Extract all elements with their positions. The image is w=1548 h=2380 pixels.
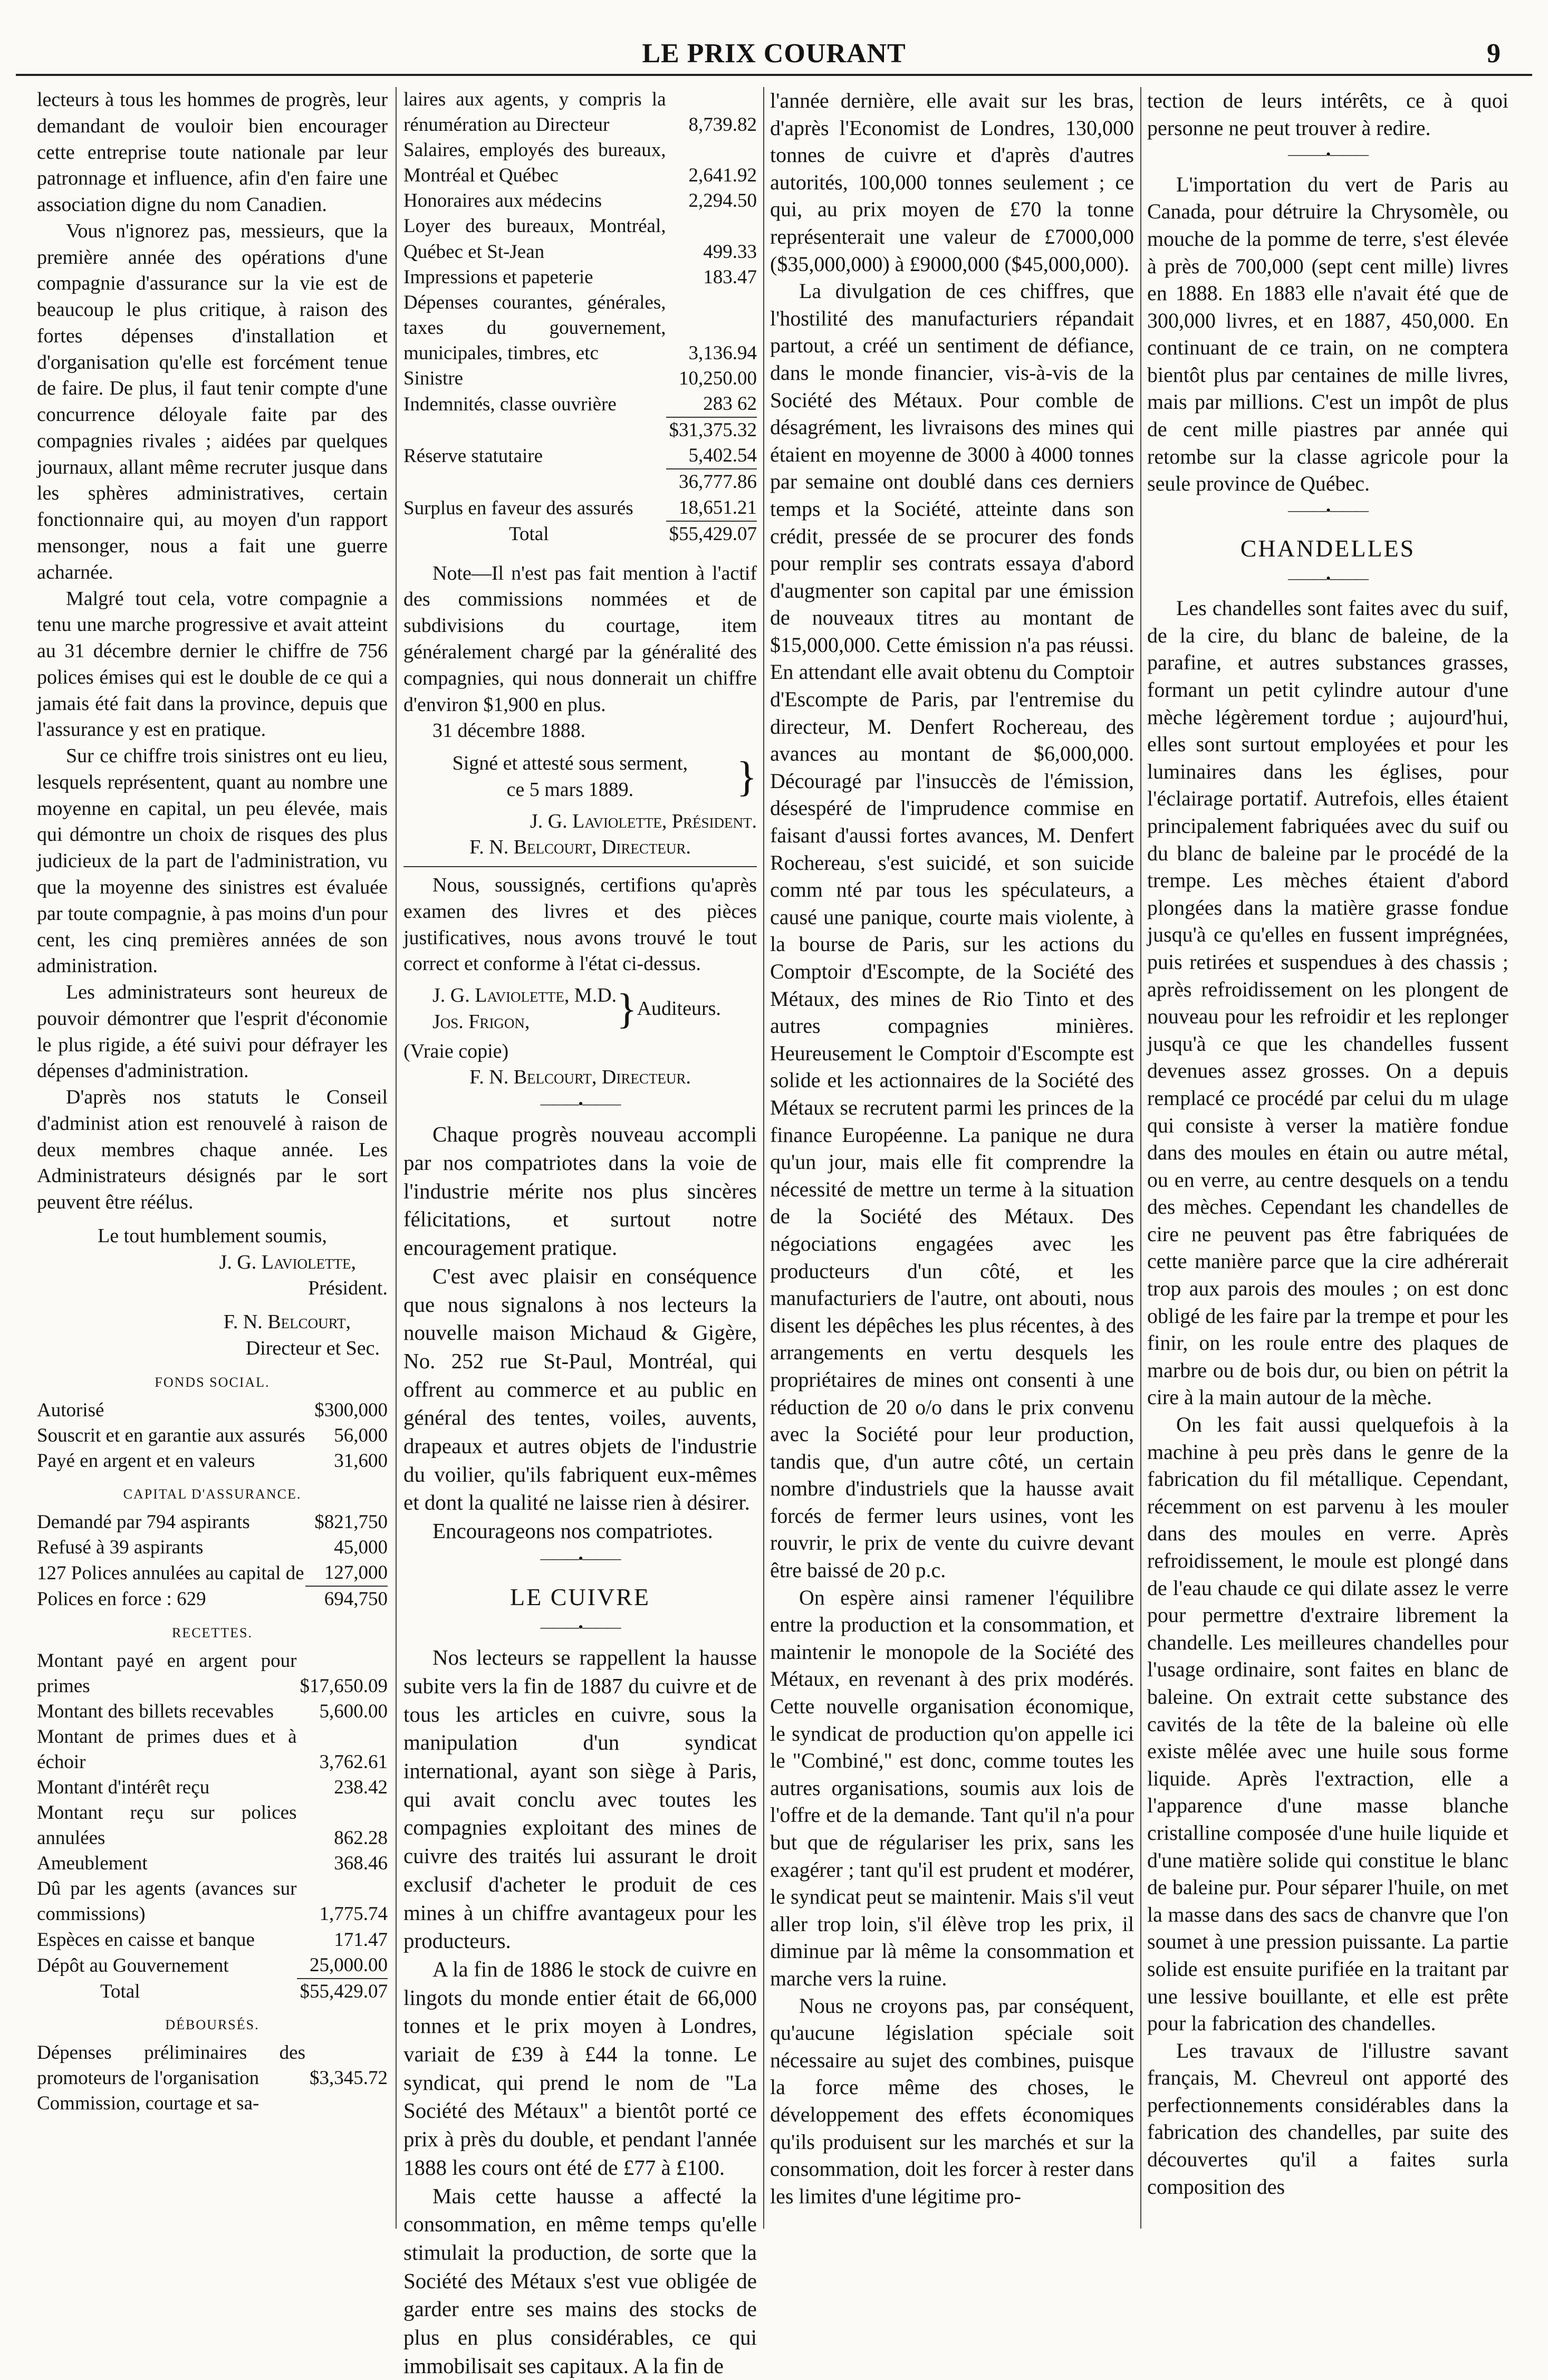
table-row: [37, 1876, 388, 1927]
paragraph: L'importation du vert de Paris au Canada, pour détruire la Chrysomèle, ou mouche de la pomme de terre, s'est élevée à près de 700,000 (sept cent mille) livres en 1888. En 1883 elle n'avait été que de 300,000 livres, et en 1887, 450,000. En continuant de ce train, on ne comptera bientôt plus par centaines de mille livres, mais par millions. C'est un impôt de plus de cent mille piastres par année qui retombe sur la classe agricole pour la seule province de Québec.: [1147, 172, 1508, 496]
row-amount: 5,402.54: [688, 445, 757, 467]
header-rule: [16, 74, 1532, 76]
row-amount: 45,000: [334, 1537, 388, 1559]
section-heading: FONDS SOCIAL.: [155, 1374, 270, 1390]
row-amount: 171.47: [334, 1928, 388, 1951]
table-row: [403, 391, 757, 417]
auditors-names: [403, 983, 617, 1035]
total-row: [37, 1979, 388, 2004]
row-label: laires aux agents, y compris la rénumération au Directeur: [403, 89, 666, 136]
row-label: Ameublement: [37, 1853, 148, 1875]
paragraph: tection de leurs intérêts, ce à quoi personne ne peut trouver à redire.: [1147, 89, 1508, 140]
row-amount: 499.33: [703, 241, 757, 263]
table-row: [37, 1423, 388, 1448]
row-amount: 1,775.74: [319, 1903, 388, 1925]
page-number: 9: [1487, 39, 1501, 69]
paragraph: C'est avec plaisir en conséquence que nous signalons à nos lecteurs la nouvelle maison Michaud & Gigère, No. 252 rue St-Paul, Montréal, qui offrent au commerce et au public en général des tentes, voiles, auvents, drapeaux et autres objets de l'industrie du voilier, qu'ils fabriquent eux-mêmes et dont la qualité ne laisse rien à désirer.: [403, 1263, 757, 1515]
row-amount: 25,000.00: [310, 1954, 388, 1976]
row-label: 127 Polices annulées au capital de: [37, 1562, 304, 1585]
row-label: Montant reçu sur polices annulées: [37, 1802, 297, 1849]
table-row: [403, 188, 757, 214]
sworn-block: [403, 751, 757, 803]
column-divider: [1140, 87, 1141, 2229]
paragraph: Malgré tout cela, votre compagnie a tenu une marche progressive et avait atteint au 31 décembre dernier le chiffre de 756 polices émises qui est le double de ce qui a jamais été fait dans la province, depuis que l'assurance y est en pratique.: [37, 587, 388, 741]
row-amount: $17,650.09: [300, 1675, 388, 1697]
table-row: [37, 1398, 388, 1423]
section-heading: LE CUIVRE: [510, 1583, 650, 1610]
row-amount: 3,762.61: [319, 1751, 388, 1773]
auditors-block: [403, 983, 757, 1035]
row-amount: 18,651.21: [679, 496, 757, 519]
paragraph: Vous n'ignorez pas, messieurs, que la première année des opérations d'une compagnie d'assurance sur la vie est de beaucoup le plus critique, à raison des fortes dépenses d'installation et d'organisation qu'elle est forcément tenue de faire. De plus, il faut tenir compte d'une concurrence déloyale faite par des compagnies rivales ; aidées par quelques journaux, allant même recruter jusque dans les sphères administratives, certain fonctionnaire qui, au moyen d'un rapport mensonger, nous a fait une guerre acharnée.: [37, 219, 388, 583]
signature-name: F. N. Belcourt,: [223, 1311, 351, 1333]
ornament-divider: [403, 1618, 757, 1636]
paragraph: Les administrateurs sont heureux de pouvoir démontrer que l'esprit d'économie le plus rigide, a été suivi pour défrayer les dépenses d'administration.: [37, 981, 388, 1082]
total-amount: $55,429.07: [297, 1979, 388, 2004]
row-amount: 5,600.00: [319, 1700, 388, 1722]
table-row: [37, 1560, 388, 1586]
row-label: Dépenses préliminaires des promoteurs de l'organisation: [37, 2041, 305, 2089]
column-1: [37, 87, 388, 2229]
ornament-divider: [1147, 502, 1508, 520]
sworn-line: Signé et attesté sous serment,: [452, 752, 688, 775]
brace-glyph: }: [617, 985, 637, 1032]
table-row: [37, 2040, 388, 2091]
row-amount: 283 62: [703, 393, 757, 415]
row-label: Montant payé en argent pour primes: [37, 1649, 297, 1697]
signature: F. N. Belcourt, Directeur.: [469, 1066, 691, 1089]
total-label: Total: [509, 523, 549, 545]
signature-title: Directeur et Sec.: [245, 1337, 380, 1359]
paragraph: Nous ne croyons pas, par conséquent, qu'aucune législation spéciale soit nécessaire au sujet des combines, puisque la force même des choses, le développement des effets économiques qu'ils produisent sur les marchés et sur la consommation, doit les forcer à rester dans les limites d'une légitime pro-: [770, 1993, 1134, 2208]
debourses-continued-table: [403, 87, 757, 547]
paragraph: D'après nos statuts le Conseil d'administ ation est renouvelé à raison de deux membres chaque année. Les Administrateurs désignés par le sort peuvent être réélus.: [37, 1086, 388, 1214]
table-row: [37, 1953, 388, 1979]
auditor-name: J. G. Laviolette, M.D.: [432, 984, 617, 1007]
row-amount: 56,000: [334, 1424, 388, 1446]
paragraph: l'année dernière, elle avait sur les bras, d'après l'Economist de Londres, 130,000 tonnes de cuivre et d'après d'autres autorités, 100,000 tonnes seulement ; ce qui, au prix moyen de £70 la tonne représenterait une valeur de £7000,000 ($35,000,000) à £9000,000 ($45,000,000).: [770, 89, 1134, 276]
column-3: [770, 87, 1134, 2229]
table-row: [37, 1927, 388, 1953]
row-amount: [305, 2091, 388, 2116]
section-heading: DÉBOURSÉS.: [165, 2017, 259, 2032]
total-amount: $55,429.07: [666, 521, 757, 547]
paragraph: On espère ainsi ramener l'équilibre entre la production et la consommation, et maintenir le monopole de la Société des Métaux, en revenant à des prix modérés. Cette nouvelle organisation économique, le syndicat de production qu'on appelle ici le "Combiné," est donc, comme toutes les autres organisations, soumis aux lois de l'offre et de la demande. Tant qu'il n'a pour but que de régulariser les prix, sans les exagérer ; tant qu'il est prudent et modérer, le syndicat peut se maintenir. Mais s'il veut aller trop loin, s'il élève trop les prix, il diminue par là même la consommation et marche vers la ruine.: [770, 1585, 1134, 1990]
row-label: Polices en force : 629: [37, 1588, 206, 1610]
row-label: Payé en argent et en valeurs: [37, 1450, 255, 1472]
subtotal-amount: $31,375.32: [666, 417, 757, 443]
spacer: [403, 417, 666, 443]
table-row: [37, 1800, 388, 1851]
table-row: [37, 2091, 388, 2116]
signature: F. N. Belcourt, Directeur.: [469, 836, 691, 859]
paragraph: Mais cette hausse a affecté la consommation, en même temps qu'elle stimulait la production, de sorte que la Société des Métaux s'est vue obligée de garder entre ses mains des stocks de plus en plus considérables, ce qui immobilisait ses capitaux. A la fin de: [403, 2183, 757, 2378]
table-row: [37, 1724, 388, 1775]
total-row: [403, 521, 757, 547]
note-paragraph: Note—Il n'est pas fait mention à l'actif des commissions nommées et de subdivisions du courtage, item généralement chargé par la généralité des compagnies, qui nous donnerait un chiffre d'environ $1,900 en plus.: [403, 562, 757, 716]
closing-line: Le tout humblement soumis,: [98, 1224, 327, 1247]
paragraph: lecteurs à tous les hommes de progrès, leur demandant de vouloir bien encourager cette entreprise toute nationale par leur patronnage et influence, afin d'en faire une association digne du nom Canadien.: [37, 89, 388, 216]
row-amount: 127,000: [324, 1562, 388, 1584]
recettes-table: [37, 1648, 388, 2004]
row-label: Loyer des bureaux, Montréal, Québec et St-Jean: [403, 215, 666, 263]
table-row: [403, 214, 757, 264]
auditor-name: Jos. Frigon,: [432, 1010, 530, 1033]
column-divider: [763, 87, 764, 2229]
table-row: [403, 138, 757, 188]
section-heading: RECETTES.: [171, 1625, 253, 1640]
row-amount: 31,600: [334, 1450, 388, 1472]
newspaper-title: LE PRIX COURANT: [642, 39, 906, 69]
ornament-divider: [403, 1550, 757, 1568]
row-amount: 238.42: [334, 1777, 388, 1799]
total-label: Total: [100, 1980, 140, 2002]
row-amount: $3,345.72: [310, 2067, 388, 2089]
row-label: Refusé à 39 aspirants: [37, 1537, 204, 1559]
table-row: [37, 1775, 388, 1800]
row-label: Sinistre: [403, 368, 464, 390]
signature: J. G. Laviolette, Président.: [530, 810, 757, 832]
auditors-label: Auditeurs.: [637, 997, 721, 1020]
sworn-line: ce 5 mars 1889.: [506, 778, 634, 801]
paragraph: Sur ce chiffre trois sinistres ont eu lieu, lesquels représentent, quant au nombre une moyenne en capital, un peu élevée, mais qui démontre un choix de risques des plus judicieux de la part de l'administration, vu que la moyenne des sinistres est évaluée par toute compagnie, à pas moins d'un pour cent, les cinq premières années de son administration.: [37, 745, 388, 977]
ornament-divider: [1147, 146, 1508, 164]
row-amount: 368.46: [334, 1853, 388, 1875]
paragraph: Nous, soussignés, certifions qu'après examen des livres et des pièces justificatives, nous avons trouvé le tout correct et conforme à l'état ci-dessus.: [403, 874, 757, 975]
subtotal-row: [403, 469, 757, 495]
row-label: Commission, courtage et sa-: [37, 2093, 259, 2115]
column-4: [1147, 87, 1508, 2229]
row-label: Indemnités, classe ouvrière: [403, 394, 617, 416]
row-label: Demandé par 794 aspirants: [37, 1511, 250, 1533]
page-header: [0, 0, 1548, 79]
paragraph: A la fin de 1886 le stock de cuivre en lingots du monde entier était de 66,000 tonnes et le prix moyen à Londres, variait de £39 à £44 la tonne. Le syndicat, qui prend le nom de "La Société des Métaux" a bientôt porté ce prix à près du double, et pendant l'année 1888 les cours ont été de £77 à £100.: [403, 1956, 757, 2180]
table-row: [37, 1851, 388, 1876]
row-amount: 3,136.94: [688, 342, 757, 364]
table-row: [403, 495, 757, 521]
row-label: Impressions et papeterie: [403, 266, 593, 288]
spacer: [403, 469, 666, 495]
table-row: [37, 1586, 388, 1612]
table-row: [37, 1510, 388, 1535]
row-label: Souscrit et en garantie aux assurés: [37, 1424, 305, 1446]
paragraph: Les chandelles sont faites avec du suif, de la cire, du blanc de baleine, de la parafine, et autres substances grasses, formant un petit cylindre autour d'une mèche légèrement tordue ; aujourd'hui, elles sont surtout employées et pour les luminaires dans les églises, pour l'éclairage portatif. Autrefois, elles étaient principalement fabriquées avec du suif ou du blanc de baleine par le procédé de la trempe. Les mèches étaient d'abord plongées dans la matière grasse fondue jusqu'à ce qu'elles en fussent imprégnées, puis retirées et suspendues à des chassis ; après refroidissement on les plongent de nouveau pour les refroidir et les replonger jusqu'à ce que les chandelles fussent devenues assez grosses. On a depuis remplacé ce procédé par celui du m ulage qui consiste à verser la matière fondue dans des moules en étain ou autre métal, ou en verre, au centre desquels on a tendu des mèches. Cependant les chandelles de cire ne peuvent pas être fabriquées de cette manière parce que la cire adhérerait trop aux parois des moules ; on est donc obligé de les faire par la trempe et pour les finir, on les roule entre des plaques de marbre ou de bois dur, ou bien on pétrit la cire à la main autour de la mèche.: [1147, 596, 1508, 1409]
row-label: Dépôt au Gouvernement: [37, 1954, 229, 1976]
capital-table: [37, 1510, 388, 1612]
row-label: Surplus en faveur des assurés: [403, 497, 633, 519]
copy-label: (Vraie copie): [403, 1040, 509, 1062]
column-2: [403, 87, 757, 2378]
row-label: Salaires, employés des bureaux, Montréal et Québec: [403, 139, 666, 187]
row-label: Réserve statutaire: [403, 445, 543, 467]
signature-title: Président.: [308, 1277, 388, 1300]
row-label: Montant des billets recevables: [37, 1700, 274, 1722]
table-row: [403, 366, 757, 391]
row-amount: $300,000: [314, 1399, 388, 1421]
paragraph: Encourageons nos compatriotes.: [432, 1519, 713, 1543]
row-amount: 183.47: [703, 266, 757, 288]
row-label: Dû par les agents (avances sur commissions): [37, 1878, 297, 1925]
row-label: Honoraires aux médecins: [403, 190, 602, 212]
column-divider: [396, 87, 397, 2229]
paragraph: Chaque progrès nouveau accompli par nos compatriotes dans la voie de l'industrie mérite nos plus sincères félicitations, et surtout notre encouragement pratique.: [403, 1122, 757, 1260]
table-row: [37, 1699, 388, 1724]
row-label: Montant d'intérêt reçu: [37, 1777, 210, 1799]
row-amount: 694,750: [305, 1586, 388, 1612]
ornament-divider: [403, 1095, 757, 1113]
section-heading: CAPITAL D'ASSURANCE.: [123, 1486, 302, 1502]
ornament-divider: [1147, 570, 1508, 588]
table-row: [403, 87, 757, 138]
table-row: [403, 290, 757, 366]
row-amount: 862.28: [334, 1827, 388, 1849]
paragraph: On les fait aussi quelquefois à la machine à peu près dans le genre de la fabrication du fil métallique. Cependant, récemment on est parvenu à les mouler dans des moules en verre. Après refroidissement, le moule est plongé dans de l'eau chaude ce qui dilate assez le verre pour permettre d'extraire librement la chandelle. Les meilleures chandelles pour l'usage ordinaire, sont faites en blanc de baleine. On extrait cette substance des cavités de la tête de la baleine où elle existe mêlée avec une huile sous forme liquide. Après l'extraction, elle a l'apparence d'une masse blanche cristalline composée d'une huile liquide et d'une matière solide qui constitue le blanc de baleine pur. Pour séparer l'huile, on met la masse dans des sacs de chanvre que l'on soumet à une pression puissante. La partie solide est ensuite purifiée en la traitant par une lessive bouillante, et elle est prête pour la fabrication des chandelles.: [1147, 1413, 1508, 2036]
row-label: Espèces en caisse et banque: [37, 1928, 255, 1951]
debourses-table: [37, 2040, 388, 2116]
table-row: [37, 1535, 388, 1560]
signature-name: J. G. Laviolette,: [219, 1251, 356, 1273]
subtotal-amount: 36,777.86: [666, 469, 757, 495]
row-amount: 2,294.50: [688, 190, 757, 212]
brace-glyph: }: [736, 753, 757, 800]
subtotal-row: [403, 417, 757, 443]
row-label: Autorisé: [37, 1399, 104, 1421]
paragraph: Les travaux de l'illustre savant français, M. Chevreul ont apporté des perfectionnements considérables dans la fabrication des chandelles, par suite des découvertes qu'il a faites surla composition des: [1147, 2038, 1508, 2199]
sworn-text: [403, 751, 737, 803]
row-amount: $821,750: [314, 1511, 388, 1533]
table-row: [403, 443, 757, 469]
row-amount: 2,641.92: [688, 165, 757, 187]
divider-rule: [403, 866, 757, 867]
row-amount: 10,250.00: [679, 368, 757, 390]
section-heading: CHANDELLES: [1240, 535, 1416, 562]
row-label: Dépenses courantes, générales, taxes du gouvernement, municipales, timbres, etc: [403, 291, 666, 364]
table-row: [37, 1448, 388, 1474]
row-label: Montant de primes dues et à échoir: [37, 1725, 297, 1773]
paragraph: Nos lecteurs se rappellent la hausse subite vers la fin de 1887 du cuivre et de tous les articles en cuivre, sous la manipulation d'un syndicat international, ayant son siège à Paris, qui avait conclu avec toutes les compagnies exploitant des mines de cuivre des traités lui assurant le droit exclusif d'acheter le produit de ces mines à un chiffre avantageux pour les producteurs.: [403, 1645, 757, 1953]
fonds-social-table: [37, 1398, 388, 1474]
table-row: [37, 1648, 388, 1699]
statement-date: 31 décembre 1888.: [432, 719, 586, 742]
row-amount: 8,739.82: [688, 114, 757, 136]
table-row: [403, 265, 757, 290]
paragraph: La divulgation de ces chiffres, que l'hostilité des manufacturiers répandait partout, a créé un sentiment de défiance, dans le monde financier, vis-à-vis de la Société des Métaux. Pour comble de désagrément, les livraisons des mines qui étaient en moyenne de 3000 à 4000 tonnes par semaine ont doublé dans ces derniers temps et la Société, atteinte dans son crédit, pressée de se procurer des fonds pour remplir ses contrats essaya d'abord d'augmenter son capital par une émission de nouveaux titres au montant de $15,000,000. Cette émission n'a pas réussi. En attendant elle avait obtenu du Comptoir d'Escompte de Paris, par l'entremise du directeur, M. Denfert Rochereau, des avances au montant de $6,000,000. Découragé par l'insuccès de l'émission, désespéré de l'imprudence commise en faisant d'aussi fortes avances, M. Denfert Rochereau, s'est suicidé, et son suicide comm nté par tous les spéculateurs, a causé une panique, courte mais violente, à la bourse de Paris, sur les actions du Comptoir d'Escompte, de la Société des Métaux, des mines de Rio Tinto et des autres compagnies minières. Heureusement le Comptoir d'Escompte est solide et les actionnaires de la Société des Métaux se recrutent parmi les princes de la finance Européenne. La panique ne dura qu'un jour, mais elle fit comprendre la nécessité de mettre un terme à la situation de la Société des Métaux. Des négociations engagées avec les producteurs d'un côté, et les manufacturiers de l'autre, ont abouti, nous disent les dépêches les plus récentes, à des arrangements en vertu desquels les propriétaires de mines ont consenti à une réduction de 20 o/o dans le prix convenu avec la Société pour leur production, tandis que, d'un autre côté, un certain nombre d'industriels que la hausse avait forcés de fermer leurs usines, vont les rouvrir, le prix de vente du cuivre devant être baissé de 20 p.c.: [770, 279, 1134, 1582]
